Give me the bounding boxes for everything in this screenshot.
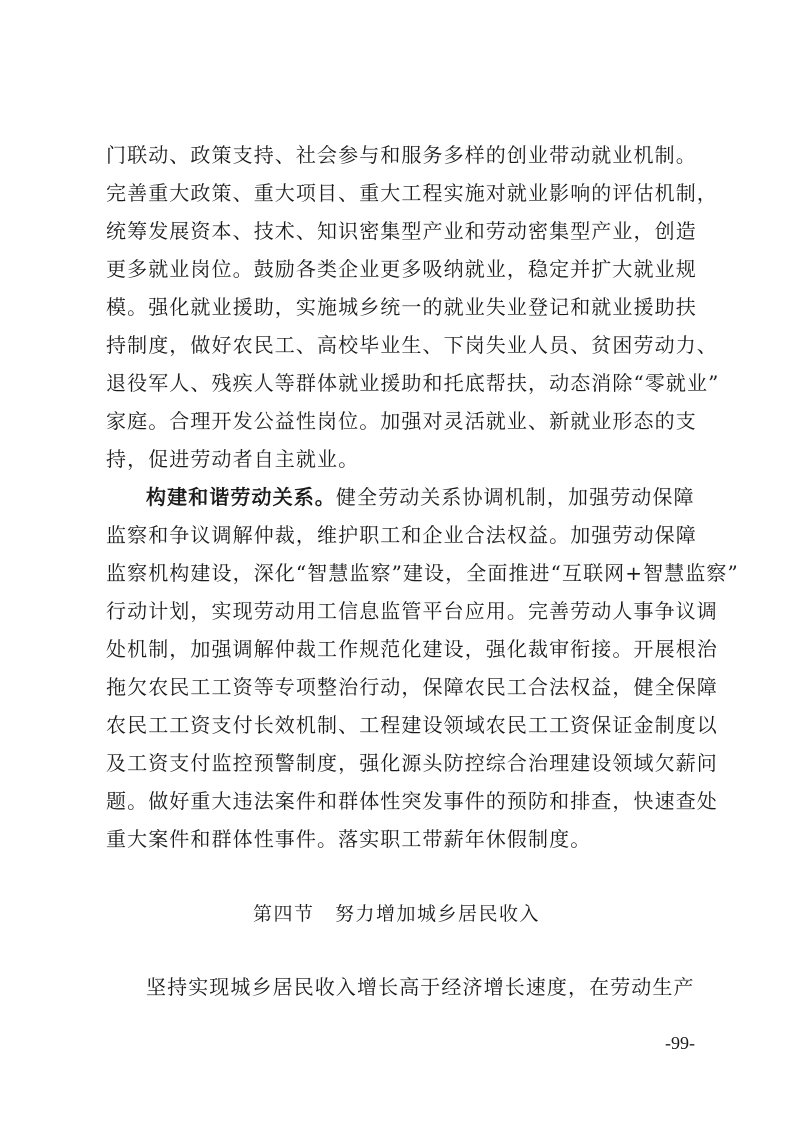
text-line: 模。强化就业援助，实施城乡统一的就业失业登记和就业援助扶 [106, 295, 697, 319]
section-title: 第四节 努力增加城乡居民收入 [252, 903, 540, 925]
text-line: 完善重大政策、重大项目、重大工程实施对就业影响的评估机制， [106, 181, 718, 205]
text-line: 农民工工资支付长效机制、工程建设领域农民工工资保证金制度以 [106, 713, 718, 737]
text-line: 持，促进劳动者自主就业。 [106, 447, 360, 471]
text-line: 题。做好重大违法案件和群体性突发事件的预防和排查，快速查处 [106, 789, 718, 813]
text-line: 重大案件和群体性事件。落实职工带薪年休假制度。 [106, 827, 592, 851]
text-line: 统筹发展资本、技术、知识密集型产业和劳动密集型产业，创造 [106, 219, 697, 243]
text-line: 门联动、政策支持、社会参与和服务多样的创业带动就业机制。 [106, 143, 697, 167]
text-line: 及工资支付监控预警制度，强化源头防控综合治理建设领域欠薪问 [106, 751, 718, 775]
text-run: 健全劳动关系协调机制，加强劳动保障 [335, 485, 695, 509]
text-line: 处机制，加强调解仲裁工作规范化建设，强化裁审衔接。开展根治 [106, 637, 718, 661]
paragraph-first-line [146, 484, 706, 510]
text-line: 持制度，做好农民工、高校毕业生、下岗失业人员、贫困劳动力、 [106, 333, 718, 357]
text-line: 拖欠农民工工资等专项整治行动，保障农民工合法权益，健全保障 [106, 675, 718, 699]
text-line: 退役军人、残疾人等群体就业援助和托底帮扶，动态消除“零就业” [106, 371, 720, 395]
page-number: -99- [665, 1033, 695, 1053]
text-line: 监察和争议调解仲裁，维护职工和企业合法权益。加强劳动保障 [106, 523, 697, 547]
text-line: 监察机构建设，深化“智慧监察”建设，全面推进“互联网+智慧监察” [106, 561, 739, 585]
text-line: 更多就业岗位。鼓励各类企业更多吸纳就业，稳定并扩大就业规 [106, 257, 697, 281]
text-line: 家庭。合理开发公益性岗位。加强对灵活就业、新就业形态的支 [106, 409, 697, 433]
text-line: 行动计划，实现劳动用工信息监管平台应用。完善劳动人事争议调 [106, 599, 718, 623]
paragraph-heading: 构建和谐劳动关系。 [146, 485, 336, 509]
paragraph-3-first-line: 坚持实现城乡居民收入增长高于经济增长速度，在劳动生产 [146, 975, 695, 999]
